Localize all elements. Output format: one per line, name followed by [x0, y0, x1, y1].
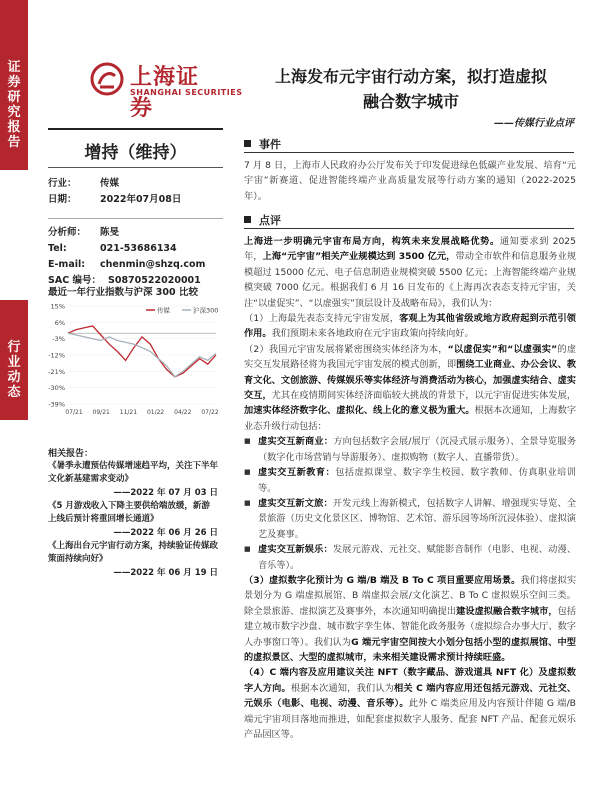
- paragraph-5: [244, 665, 576, 742]
- paragraph-3-highlight: 围绕工业商业、办公会议、教育文化、文创旅游、传媒娱乐等实体经济与消费活动为核心，加强虚实结合、虚实交互，: [244, 359, 577, 402]
- related-report-1[interactable]: [48, 460, 218, 500]
- meta-info: [48, 176, 223, 208]
- paragraph-2-highlight: 客观上为其他省级或地方政府起到示范引领作用。: [244, 313, 576, 340]
- paragraph-2-part-c: 我们预期未来各地政府在元宇宙政策向持续向好。: [271, 328, 474, 340]
- chart-x-tick-label: 01/22: [146, 409, 165, 416]
- analyst-row-email: [48, 257, 223, 273]
- section-heading-label: 事件: [259, 138, 281, 151]
- paragraph-5-part-e: 此外 C 端类应用及内容预计伴随 G 端/B 端元宇宙项目落地而推进，如配套虚拟数字人服务、配套 NFT 产品、配套元娱乐产品园区等。: [244, 698, 576, 740]
- report-title-line1: 上海发布元宇宙行动方案，拟打造虚拟: [274, 67, 547, 86]
- bullet-text: 方向包括数字会展/展厅（沉浸式展示服务）、全景导览服务（数字化市场营销与导游服务）、虚拟购物（数字人、直播带货）。: [258, 436, 577, 463]
- section-square-icon: [244, 216, 251, 223]
- chart-y-tick-label: -3%: [52, 335, 65, 344]
- meta-row-industry: [48, 176, 223, 192]
- analyst-key: 分析师：: [48, 227, 87, 238]
- paragraph-1-part-a: 通知要求到 2025 年，: [244, 236, 576, 263]
- report-meta-panel: [48, 128, 223, 289]
- meta-key: 日期：: [48, 194, 77, 205]
- bullet-item: [244, 434, 576, 465]
- chart-legend-label: 沪深300: [193, 306, 219, 315]
- chart-y-tick-label: -12%: [48, 351, 65, 360]
- section-heading-event: [244, 136, 281, 152]
- analyst-key: SAC 编号：: [48, 275, 101, 286]
- related-report-date: ——2022 年 06 月 26 日: [113, 528, 218, 538]
- paragraph-4-lead: （3）虚拟数字化预计为 G 端/B 端及 B To C 项目重要应用场景。: [244, 574, 521, 586]
- chart-y-tick-label: 15%: [50, 302, 65, 311]
- paragraph-3-part-e: 尤其在疫情期间实体经济面临较大挑战的背景下，以元宇宙促进实体发展，: [271, 390, 577, 402]
- analyst-key: Tel:: [48, 243, 67, 254]
- bullet-text: 发展元游戏、元社交、赋能影音制作（电影、电视、动漫、音乐等）。: [258, 544, 577, 571]
- paragraph-4: [244, 573, 576, 665]
- review-body: [244, 234, 576, 742]
- paragraph-3-part-c: 的虚实交互发展路径将为我国元宇宙发展的模式创新，即: [244, 343, 577, 371]
- analyst-value: S0870522020001: [108, 275, 201, 286]
- analyst-row-tel: [48, 241, 223, 257]
- analyst-key: E-mail:: [48, 259, 86, 270]
- company-logo: [90, 60, 243, 121]
- section-square-icon: [244, 140, 251, 147]
- meta-key: 行业：: [48, 178, 77, 189]
- paragraph-1-highlight: 上海“元宇宙”相关产业规模达到 3500 亿元，: [262, 251, 456, 263]
- sidebar-report-type-band: [0, 0, 28, 170]
- paragraph-4-part-c: 我们将虚拟实景划分为 G 端虚拟展馆、B 端虚拟会展/文化演艺、B To C 虚拟娱乐空间三类。除全景旅游、虚拟演艺及赛事外，本次通知明确提出: [244, 574, 576, 617]
- sidebar-report-type-label: 证券研究报告: [7, 60, 21, 150]
- paragraph-4-highlight: 建设虚拟融合数字城市，: [456, 605, 558, 617]
- chart-title: 最近一年行业指数与沪深 300 比较: [48, 287, 198, 298]
- chart-y-tick-label: 6%: [54, 318, 65, 327]
- paragraph-3-part-a: （2）我国元宇宙发展将紧密围绕实体经济为本，: [244, 343, 448, 355]
- paragraph-3-quote: “以虚促实”和“以虚强实”: [447, 343, 558, 355]
- sidebar: [0, 0, 28, 800]
- related-report-3[interactable]: [48, 540, 218, 580]
- chart-x-tick-label: 09/21: [92, 409, 110, 416]
- chart-x-tick-label: 07/22: [201, 409, 219, 416]
- logo-name-en: SHANGHAI SECURITIES: [130, 88, 243, 97]
- report-title: [246, 64, 576, 114]
- section-divider: [244, 228, 574, 229]
- report-title-line2: 融合数字城市: [362, 92, 459, 111]
- chart-y-tick-label: -21%: [48, 367, 65, 376]
- analyst-value: 陈旻: [100, 227, 120, 238]
- analyst-info: [48, 218, 223, 289]
- related-report-title: 《5 月游戏收入下降主要供给端放缓，新游上线后预计将重回增长通道》: [48, 501, 210, 524]
- meta-row-date: [48, 192, 223, 208]
- chart-y-tick-label: -30%: [48, 384, 65, 393]
- logo-name-cn: 上海证券: [130, 64, 200, 121]
- rating: 增持（维持）: [48, 128, 223, 168]
- section-heading-review: [244, 212, 281, 228]
- chart-y-tick-label: -39%: [48, 400, 65, 409]
- paragraph-5-highlight: 相关 C 端内容应用还包括元游戏、元社交、元娱乐（电影、电视、动漫、音乐等）。: [244, 682, 577, 710]
- related-report-title: 《暑季永遭预估传媒增速趋平均，关注下半年文化新基建需求变动》: [48, 461, 219, 484]
- chart-x-tick-label: 04/22: [174, 409, 192, 416]
- bullet-lead: 虚实交互新商业：: [258, 436, 334, 448]
- meta-value: 传媒: [100, 178, 120, 189]
- bullet-item: [244, 496, 576, 542]
- section-heading-label: 点评: [259, 214, 281, 227]
- bullet-lead: 虚实交互新教育：: [258, 467, 336, 479]
- paragraph-3-conclusion: 加速实体经济数字化、虚拟化、线上化的意义极为重大。: [244, 405, 475, 417]
- bullet-item: [244, 465, 576, 496]
- sidebar-category-label: 行业动态: [7, 340, 21, 400]
- meta-value: 2022年07月08日: [100, 194, 182, 205]
- analyst-value: chenmin@shzq.com: [100, 259, 206, 270]
- paragraph-1: [244, 234, 576, 311]
- event-paragraph: 7 月 8 日，上海市人民政府办公厅发布关于印发促进绿色低碳产业发展、培育“元宇宙”新赛道、促进智能终端产业高质量发展等行动方案的通知（2022-2025 年）。: [244, 160, 576, 202]
- paragraph-3: [244, 342, 576, 434]
- logo-mark-icon: [90, 62, 124, 96]
- paragraph-4-part-e: 包括建立城市数字沙盘、城市数字孪生体、智能化政务服务（虚拟综合办事大厅、数字人办事窗口等）。我们认为: [244, 605, 577, 648]
- chart-series-line-media: [68, 326, 216, 377]
- chart-x-tick-label: 11/21: [119, 409, 138, 416]
- paragraph-2: [244, 311, 576, 342]
- section-divider: [244, 152, 574, 153]
- paragraph-5-part-c: 根据本次通知，我们认为: [290, 682, 394, 694]
- paragraph-1-lead: 上海进一步明确元宇宙布局方向，构筑未来发展战略优势。: [244, 236, 500, 247]
- related-report-date: ——2022 年 06 月 19 日: [113, 568, 218, 578]
- bullet-lead: 虚实交互新文旅：: [258, 497, 333, 509]
- related-report-title: 《上海出台元宇宙行动方案，持续验证传媒政策面持续向好》: [48, 541, 219, 564]
- bullet-lead: 虚实交互新娱乐：: [258, 544, 333, 556]
- related-report-2[interactable]: [48, 500, 218, 540]
- bullet-text: 开发元线上海新模式，包括数字人讲解、增强现实导览、全景旅游（历史文化景区区、博物馆、艺术馆、游乐园等场所沉浸体验）、虚拟演艺及赛事。: [258, 497, 577, 540]
- paragraph-3-part-g: 根据本次通知，上海数字业态升级行动包括：: [244, 405, 577, 432]
- report-subtitle: ——传媒行业点评: [494, 118, 574, 129]
- chart-x-tick-label: 07/21: [65, 409, 83, 416]
- analyst-row-name: [48, 225, 223, 241]
- paragraph-4-conclusion: G 端元宇宙空间按大小划分包括小型的虚拟展馆、中型的虚拟景区、大型的虚拟城市，未来相关建设需求预计持续旺盛。: [244, 636, 576, 663]
- related-reports-heading: 相关报告：: [48, 449, 94, 459]
- bullet-text: 包括虚拟课堂、数字孪生校园、数字教师、仿真职业培训等。: [258, 467, 576, 494]
- sidebar-category-band: [0, 300, 28, 420]
- paragraph-2-part-a: （1）上海最先表态支持元宇宙发展，: [244, 313, 400, 325]
- bullet-item: [244, 542, 576, 573]
- index-comparison-chart: [42, 300, 222, 418]
- paragraph-5-lead: （4）C 端内容及应用建议关注 NFT（数字藏品、游戏道具 NFT 化）及虚拟数字人方向。: [244, 667, 576, 694]
- chart-legend-label: 传媒: [157, 306, 170, 315]
- analyst-value: 021-53686134: [100, 243, 177, 254]
- related-report-date: ——2022 年 07 月 03 日: [113, 488, 218, 498]
- paragraph-1-part-c: 带动全市软件和信息服务业规模超过 15000 亿元、电子信息制造业规模突破 5500 亿元；上海智能终端产业规模突破 7000 亿元。根据我们 6 月 16 日发布的《上海再次表态支持元宇宙，关注“以虚促实”、“以虚强实”顶层设计及战略布局》，我们认为：: [244, 251, 577, 309]
